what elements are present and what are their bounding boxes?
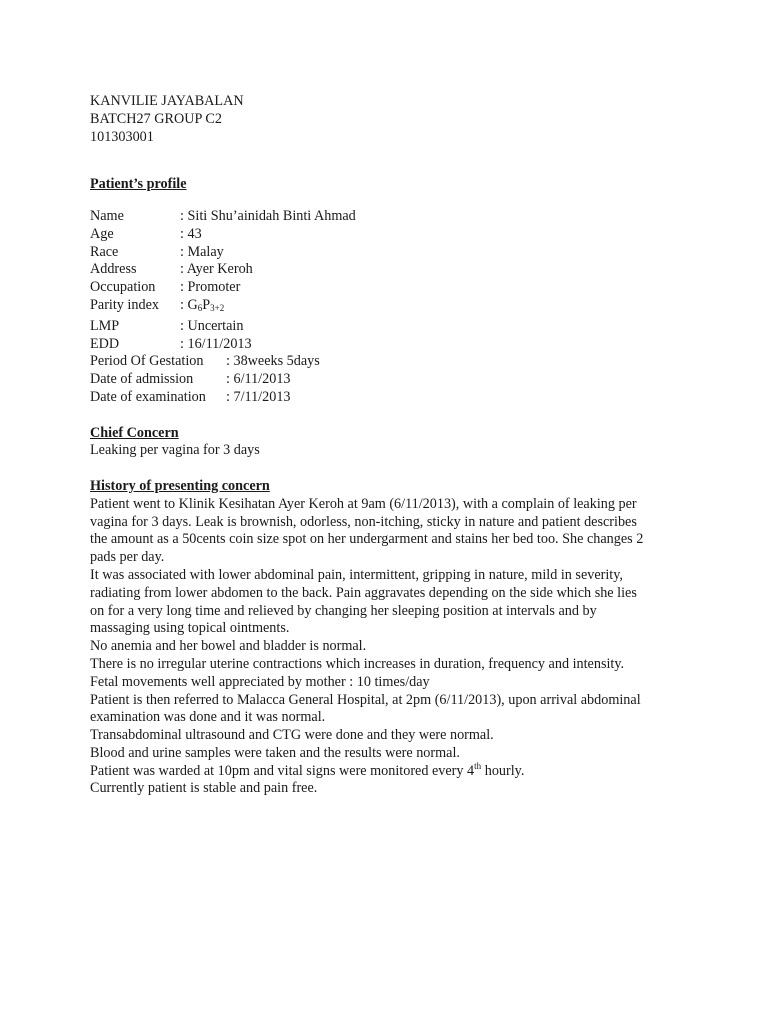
warded-text-end: hourly.	[481, 762, 525, 779]
profile-value: : 38weeks 5days	[226, 353, 320, 370]
profile-label: Period Of Gestation	[90, 353, 204, 370]
history-line-warded	[90, 760, 690, 781]
student-id: 101303001	[90, 128, 154, 145]
history-line: the amount as a 50cents coin size spot on her undergarment and stains her bed too. She changes 2	[90, 531, 644, 548]
history-line: massaging using topical ointments.	[90, 620, 290, 637]
parity-prefix: : G	[180, 296, 198, 313]
profile-row-examination	[90, 389, 690, 407]
profile-row-lmp	[90, 318, 690, 336]
history-line: Patient went to Klinik Kesihatan Ayer Keroh at 9am (6/11/2013), with a complain of leaking per	[90, 495, 637, 512]
history-line: vagina for 3 days. Leak is brownish, odorless, non-itching, sticky in nature and patient describes	[90, 513, 637, 530]
profile-label: Occupation	[90, 279, 156, 296]
profile-row-age	[90, 226, 690, 244]
profile-label: Name	[90, 207, 124, 224]
profile-row-gestation	[90, 353, 690, 371]
profile-label: Race	[90, 243, 119, 260]
profile-row-address	[90, 261, 690, 279]
history-line: Fetal movements well appreciated by mother : 10 times/day	[90, 673, 430, 690]
profile-value: : 43	[180, 225, 202, 242]
history-line: Blood and urine samples were taken and the results were normal.	[90, 744, 460, 761]
history-line: There is no irregular uterine contractions which increases in duration, frequency and intensity.	[90, 655, 625, 672]
student-name: KANVILIE JAYABALAN	[90, 93, 244, 109]
profile-value: : Promoter	[180, 279, 241, 296]
history-line: examination was done and it was normal.	[90, 709, 326, 726]
profile-value: : 6/11/2013	[226, 371, 291, 388]
profile-row-race	[90, 244, 690, 262]
history-line: No anemia and her bowel and bladder is normal.	[90, 638, 367, 655]
history-line: on for a very long time and relieved by changing her sleeping position at intervals and by	[90, 602, 597, 619]
history-line: pads per day.	[90, 549, 165, 566]
profile-row-admission	[90, 371, 690, 389]
profile-value: : Ayer Keroh	[180, 261, 253, 278]
history-paragraph	[90, 496, 690, 799]
history-line: Patient is then referred to Malacca General Hospital, at 2pm (6/11/2013), upon arrival abdominal	[90, 691, 641, 708]
profile-row-occupation	[90, 279, 690, 297]
document-body	[90, 93, 690, 798]
profile-value: : Malay	[180, 243, 224, 260]
history-line: radiating from lower abdomen to the back. Pain aggravates depending on the side which she lies	[90, 584, 637, 601]
profile-label: EDD	[90, 335, 120, 352]
profile-label: Parity index	[90, 296, 159, 313]
profile-value: : 16/11/2013	[180, 335, 252, 352]
batch-group: BATCH27 GROUP C2	[90, 110, 222, 127]
profile-value: : 7/11/2013	[226, 388, 291, 405]
profile-row-edd	[90, 336, 690, 354]
history-line: Currently patient is stable and pain free.	[90, 780, 318, 797]
chief-concern-text: Leaking per vagina for 3 days	[90, 442, 260, 459]
parity-p: P	[202, 296, 211, 313]
profile-label: LMP	[90, 317, 120, 334]
profile-label: Date of admission	[90, 371, 194, 388]
profile-label: Age	[90, 225, 114, 242]
history-heading: History of presenting concern	[90, 477, 270, 494]
profile-value	[180, 297, 224, 318]
warded-superscript: th	[474, 760, 482, 771]
profile-value: : Siti Shu’ainidah Binti Ahmad	[180, 207, 356, 224]
history-line: It was associated with lower abdominal pain, intermittent, gripping in nature, mild in severity,	[90, 566, 623, 583]
warded-text: Patient was warded at 10pm and vital signs were monitored every 4	[90, 762, 475, 779]
history-line: Transabdominal ultrasound and CTG were done and they were normal.	[90, 727, 494, 744]
profile-value: : Uncertain	[180, 317, 244, 334]
profile-row-name	[90, 208, 690, 226]
profile-row-parity	[90, 297, 690, 318]
parity-para: 3+2	[210, 302, 225, 313]
profile-table	[90, 208, 690, 407]
profile-heading: Patient’s profile	[90, 176, 187, 193]
parity-gravida: 6	[197, 302, 203, 313]
profile-label: Date of examination	[90, 388, 206, 405]
profile-label: Address	[90, 261, 137, 278]
chief-concern-heading: Chief Concern	[90, 424, 179, 441]
